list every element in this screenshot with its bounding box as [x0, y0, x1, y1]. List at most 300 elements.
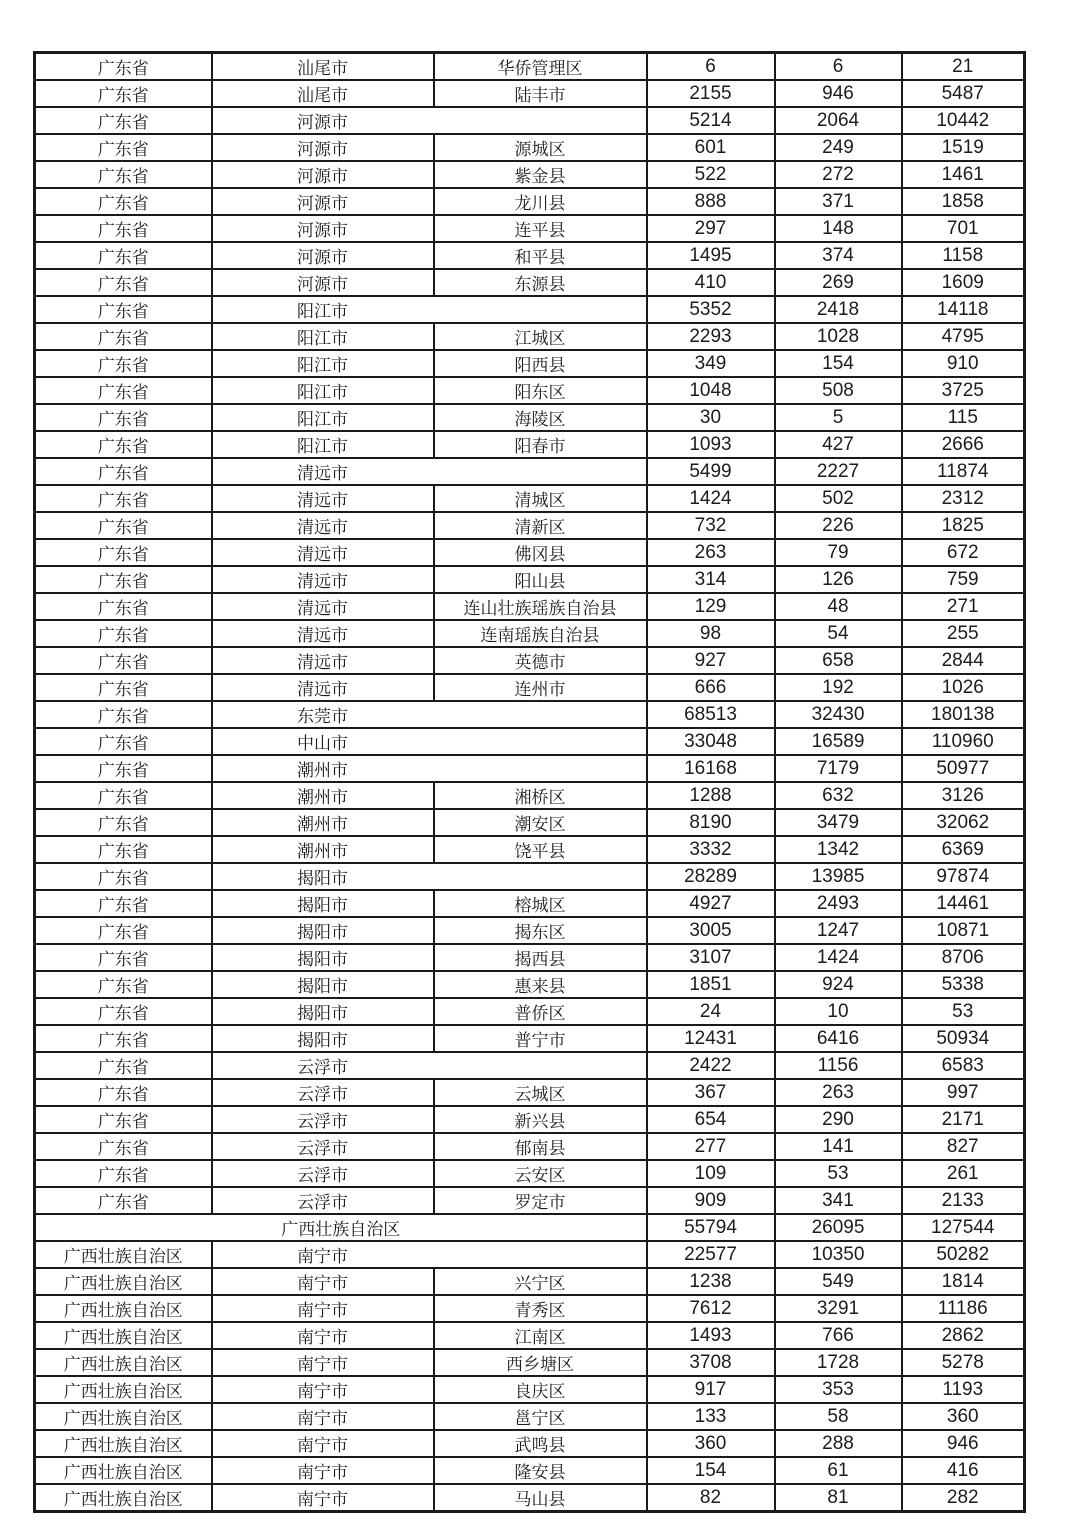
value-cell-1: 263	[647, 539, 775, 566]
value-cell-1: 927	[647, 647, 775, 674]
district-cell: 普侨区	[434, 998, 647, 1025]
province-cell: 广西壮族自治区	[35, 1322, 212, 1349]
district-cell: 海陵区	[434, 404, 647, 431]
table-row	[35, 269, 1025, 296]
value-cell-3: 1193	[902, 1376, 1025, 1403]
city-total-cell: 南宁市	[212, 1241, 647, 1268]
value-cell-1: 82	[647, 1484, 775, 1512]
value-cell-1: 909	[647, 1187, 775, 1214]
province-cell: 广西壮族自治区	[35, 1484, 212, 1512]
value-cell-1: 888	[647, 188, 775, 215]
table-row	[35, 890, 1025, 917]
value-cell-3: 2133	[902, 1187, 1025, 1214]
province-cell: 广东省	[35, 269, 212, 296]
district-cell: 连山壮族瑶族自治县	[434, 593, 647, 620]
table-row	[35, 134, 1025, 161]
value-cell-1: 1493	[647, 1322, 775, 1349]
district-cell: 兴宁区	[434, 1268, 647, 1295]
value-cell-3: 416	[902, 1457, 1025, 1484]
value-cell-2: 288	[775, 1430, 902, 1457]
city-cell: 清远市	[212, 674, 434, 701]
table-row	[35, 1457, 1025, 1484]
value-cell-3: 910	[902, 350, 1025, 377]
province-cell: 广东省	[35, 161, 212, 188]
value-cell-2: 16589	[775, 728, 902, 755]
province-cell: 广东省	[35, 647, 212, 674]
value-cell-2: 10350	[775, 1241, 902, 1268]
district-cell: 武鸣县	[434, 1430, 647, 1457]
table-row	[35, 1133, 1025, 1160]
value-cell-2: 54	[775, 620, 902, 647]
value-cell-3: 1461	[902, 161, 1025, 188]
city-cell: 揭阳市	[212, 998, 434, 1025]
value-cell-1: 3332	[647, 836, 775, 863]
value-cell-3: 1519	[902, 134, 1025, 161]
table-row	[35, 863, 1025, 890]
district-cell: 湘桥区	[434, 782, 647, 809]
value-cell-3: 1825	[902, 512, 1025, 539]
city-cell: 南宁市	[212, 1268, 434, 1295]
table-row	[35, 944, 1025, 971]
district-cell: 英德市	[434, 647, 647, 674]
city-cell: 汕尾市	[212, 80, 434, 107]
city-cell: 清远市	[212, 647, 434, 674]
value-cell-3: 255	[902, 620, 1025, 647]
value-cell-3: 1026	[902, 674, 1025, 701]
value-cell-3: 2312	[902, 485, 1025, 512]
province-cell: 广东省	[35, 890, 212, 917]
value-cell-3: 261	[902, 1160, 1025, 1187]
value-cell-3: 14461	[902, 890, 1025, 917]
value-cell-2: 502	[775, 485, 902, 512]
city-cell: 汕尾市	[212, 53, 434, 81]
province-cell: 广东省	[35, 809, 212, 836]
value-cell-3: 282	[902, 1484, 1025, 1512]
province-cell: 广东省	[35, 566, 212, 593]
district-cell: 东源县	[434, 269, 647, 296]
value-cell-1: 4927	[647, 890, 775, 917]
value-cell-1: 133	[647, 1403, 775, 1430]
table-row	[35, 323, 1025, 350]
table-body	[35, 53, 1025, 1512]
value-cell-1: 1238	[647, 1268, 775, 1295]
city-cell: 云浮市	[212, 1187, 434, 1214]
province-cell: 广东省	[35, 1160, 212, 1187]
value-cell-1: 1093	[647, 431, 775, 458]
value-cell-2: 1247	[775, 917, 902, 944]
table-row	[35, 674, 1025, 701]
value-cell-1: 1048	[647, 377, 775, 404]
district-cell: 阳春市	[434, 431, 647, 458]
city-cell: 云浮市	[212, 1160, 434, 1187]
city-cell: 云浮市	[212, 1079, 434, 1106]
city-total-cell: 河源市	[212, 107, 647, 134]
province-cell: 广东省	[35, 215, 212, 242]
province-cell: 广东省	[35, 917, 212, 944]
table-row	[35, 1322, 1025, 1349]
city-cell: 河源市	[212, 269, 434, 296]
value-cell-2: 6	[775, 53, 902, 81]
district-cell: 云安区	[434, 1160, 647, 1187]
value-cell-2: 2493	[775, 890, 902, 917]
city-total-cell: 清远市	[212, 458, 647, 485]
value-cell-3: 97874	[902, 863, 1025, 890]
value-cell-2: 766	[775, 1322, 902, 1349]
value-cell-3: 6369	[902, 836, 1025, 863]
table-row	[35, 215, 1025, 242]
province-cell: 广东省	[35, 134, 212, 161]
table-row	[35, 188, 1025, 215]
city-total-cell: 东莞市	[212, 701, 647, 728]
province-cell: 广东省	[35, 971, 212, 998]
table-row	[35, 377, 1025, 404]
province-cell: 广东省	[35, 1052, 212, 1079]
table-row	[35, 1241, 1025, 1268]
value-cell-2: 1728	[775, 1349, 902, 1376]
value-cell-1: 732	[647, 512, 775, 539]
city-cell: 揭阳市	[212, 971, 434, 998]
value-cell-3: 1858	[902, 188, 1025, 215]
value-cell-3: 32062	[902, 809, 1025, 836]
city-cell: 清远市	[212, 620, 434, 647]
value-cell-2: 48	[775, 593, 902, 620]
table-row	[35, 566, 1025, 593]
value-cell-2: 58	[775, 1403, 902, 1430]
province-cell: 广东省	[35, 323, 212, 350]
province-cell: 广东省	[35, 836, 212, 863]
table-row	[35, 1430, 1025, 1457]
district-cell: 罗定市	[434, 1187, 647, 1214]
district-cell: 青秀区	[434, 1295, 647, 1322]
province-cell: 广西壮族自治区	[35, 1403, 212, 1430]
value-cell-1: 654	[647, 1106, 775, 1133]
value-cell-2: 269	[775, 269, 902, 296]
value-cell-2: 61	[775, 1457, 902, 1484]
value-cell-1: 360	[647, 1430, 775, 1457]
district-cell: 普宁市	[434, 1025, 647, 1052]
province-cell: 广东省	[35, 701, 212, 728]
province-cell: 广东省	[35, 728, 212, 755]
value-cell-1: 349	[647, 350, 775, 377]
city-cell: 阳江市	[212, 350, 434, 377]
value-cell-2: 226	[775, 512, 902, 539]
city-cell: 南宁市	[212, 1457, 434, 1484]
district-cell: 新兴县	[434, 1106, 647, 1133]
value-cell-3: 2171	[902, 1106, 1025, 1133]
province-cell: 广东省	[35, 404, 212, 431]
value-cell-2: 1424	[775, 944, 902, 971]
value-cell-3: 10871	[902, 917, 1025, 944]
value-cell-1: 410	[647, 269, 775, 296]
value-cell-2: 374	[775, 242, 902, 269]
table-row	[35, 647, 1025, 674]
province-cell: 广西壮族自治区	[35, 1295, 212, 1322]
province-cell: 广东省	[35, 485, 212, 512]
value-cell-2: 2227	[775, 458, 902, 485]
province-cell: 广西壮族自治区	[35, 1457, 212, 1484]
province-cell: 广东省	[35, 296, 212, 323]
value-cell-3: 21	[902, 53, 1025, 81]
city-cell: 河源市	[212, 134, 434, 161]
table-row	[35, 539, 1025, 566]
value-cell-3: 759	[902, 566, 1025, 593]
province-cell: 广东省	[35, 53, 212, 81]
value-cell-2: 5	[775, 404, 902, 431]
value-cell-3: 1609	[902, 269, 1025, 296]
province-cell: 广东省	[35, 242, 212, 269]
value-cell-2: 658	[775, 647, 902, 674]
value-cell-1: 6	[647, 53, 775, 81]
value-cell-3: 827	[902, 1133, 1025, 1160]
district-cell: 阳山县	[434, 566, 647, 593]
value-cell-2: 26095	[775, 1214, 902, 1241]
value-cell-3: 10442	[902, 107, 1025, 134]
table-row	[35, 458, 1025, 485]
district-cell: 揭东区	[434, 917, 647, 944]
value-cell-3: 6583	[902, 1052, 1025, 1079]
value-cell-3: 127544	[902, 1214, 1025, 1241]
province-cell: 广东省	[35, 458, 212, 485]
table-row	[35, 917, 1025, 944]
city-cell: 清远市	[212, 539, 434, 566]
city-cell: 南宁市	[212, 1295, 434, 1322]
value-cell-1: 154	[647, 1457, 775, 1484]
city-cell: 河源市	[212, 188, 434, 215]
city-cell: 阳江市	[212, 323, 434, 350]
value-cell-3: 3126	[902, 782, 1025, 809]
value-cell-2: 3291	[775, 1295, 902, 1322]
value-cell-1: 1495	[647, 242, 775, 269]
value-cell-3: 2862	[902, 1322, 1025, 1349]
table-row	[35, 701, 1025, 728]
city-cell: 揭阳市	[212, 1025, 434, 1052]
value-cell-1: 297	[647, 215, 775, 242]
value-cell-3: 115	[902, 404, 1025, 431]
value-cell-3: 11186	[902, 1295, 1025, 1322]
province-cell: 广东省	[35, 782, 212, 809]
district-cell: 龙川县	[434, 188, 647, 215]
value-cell-1: 1851	[647, 971, 775, 998]
province-cell: 广东省	[35, 755, 212, 782]
district-cell: 佛冈县	[434, 539, 647, 566]
province-cell: 广东省	[35, 539, 212, 566]
province-cell: 广东省	[35, 1106, 212, 1133]
value-cell-1: 3005	[647, 917, 775, 944]
table-row	[35, 1403, 1025, 1430]
province-cell: 广东省	[35, 674, 212, 701]
district-cell: 源城区	[434, 134, 647, 161]
district-cell: 阳东区	[434, 377, 647, 404]
value-cell-1: 16168	[647, 755, 775, 782]
district-cell: 华侨管理区	[434, 53, 647, 81]
district-cell: 隆安县	[434, 1457, 647, 1484]
city-cell: 南宁市	[212, 1403, 434, 1430]
value-cell-2: 2064	[775, 107, 902, 134]
value-cell-2: 263	[775, 1079, 902, 1106]
city-cell: 南宁市	[212, 1349, 434, 1376]
city-cell: 潮州市	[212, 809, 434, 836]
district-cell: 江城区	[434, 323, 647, 350]
value-cell-3: 4795	[902, 323, 1025, 350]
table-row	[35, 485, 1025, 512]
value-cell-2: 154	[775, 350, 902, 377]
value-cell-3: 3725	[902, 377, 1025, 404]
table-row	[35, 107, 1025, 134]
province-total-cell: 广西壮族自治区	[35, 1214, 647, 1241]
value-cell-1: 1424	[647, 485, 775, 512]
province-cell: 广东省	[35, 107, 212, 134]
city-cell: 阳江市	[212, 377, 434, 404]
city-cell: 云浮市	[212, 1133, 434, 1160]
value-cell-2: 353	[775, 1376, 902, 1403]
province-cell: 广东省	[35, 512, 212, 539]
province-cell: 广东省	[35, 1025, 212, 1052]
value-cell-3: 672	[902, 539, 1025, 566]
value-cell-2: 1028	[775, 323, 902, 350]
value-cell-2: 81	[775, 1484, 902, 1512]
district-cell: 江南区	[434, 1322, 647, 1349]
value-cell-2: 2418	[775, 296, 902, 323]
value-cell-3: 110960	[902, 728, 1025, 755]
province-cell: 广东省	[35, 998, 212, 1025]
value-cell-1: 1288	[647, 782, 775, 809]
city-cell: 河源市	[212, 161, 434, 188]
value-cell-2: 924	[775, 971, 902, 998]
value-cell-1: 5499	[647, 458, 775, 485]
value-cell-3: 946	[902, 1430, 1025, 1457]
value-cell-2: 7179	[775, 755, 902, 782]
value-cell-1: 666	[647, 674, 775, 701]
value-cell-2: 13985	[775, 863, 902, 890]
district-cell: 马山县	[434, 1484, 647, 1512]
value-cell-1: 5352	[647, 296, 775, 323]
value-cell-2: 148	[775, 215, 902, 242]
city-cell: 揭阳市	[212, 944, 434, 971]
table-row	[35, 296, 1025, 323]
value-cell-3: 50977	[902, 755, 1025, 782]
value-cell-1: 33048	[647, 728, 775, 755]
province-cell: 广西壮族自治区	[35, 1430, 212, 1457]
city-total-cell: 云浮市	[212, 1052, 647, 1079]
value-cell-2: 249	[775, 134, 902, 161]
table-row	[35, 1025, 1025, 1052]
value-cell-2: 341	[775, 1187, 902, 1214]
value-cell-1: 30	[647, 404, 775, 431]
value-cell-2: 549	[775, 1268, 902, 1295]
table-row	[35, 782, 1025, 809]
table-row	[35, 755, 1025, 782]
province-cell: 广东省	[35, 350, 212, 377]
value-cell-1: 28289	[647, 863, 775, 890]
district-cell: 邕宁区	[434, 1403, 647, 1430]
value-cell-1: 68513	[647, 701, 775, 728]
city-cell: 南宁市	[212, 1484, 434, 1512]
value-cell-2: 10	[775, 998, 902, 1025]
value-cell-1: 12431	[647, 1025, 775, 1052]
value-cell-1: 109	[647, 1160, 775, 1187]
table-row	[35, 1052, 1025, 1079]
value-cell-3: 1814	[902, 1268, 1025, 1295]
value-cell-3: 53	[902, 998, 1025, 1025]
value-cell-1: 917	[647, 1376, 775, 1403]
district-cell: 饶平县	[434, 836, 647, 863]
value-cell-3: 701	[902, 215, 1025, 242]
table-row	[35, 1079, 1025, 1106]
value-cell-3: 50282	[902, 1241, 1025, 1268]
province-cell: 广西壮族自治区	[35, 1268, 212, 1295]
table-row	[35, 809, 1025, 836]
city-cell: 阳江市	[212, 431, 434, 458]
value-cell-3: 360	[902, 1403, 1025, 1430]
value-cell-2: 1156	[775, 1052, 902, 1079]
value-cell-2: 126	[775, 566, 902, 593]
city-total-cell: 中山市	[212, 728, 647, 755]
region-statistics-table	[33, 51, 1026, 1513]
value-cell-3: 5278	[902, 1349, 1025, 1376]
province-cell: 广东省	[35, 593, 212, 620]
table-row	[35, 971, 1025, 998]
table-row	[35, 1295, 1025, 1322]
district-cell: 潮安区	[434, 809, 647, 836]
table-row	[35, 728, 1025, 755]
value-cell-2: 1342	[775, 836, 902, 863]
table-row	[35, 350, 1025, 377]
table-row	[35, 1268, 1025, 1295]
value-cell-2: 508	[775, 377, 902, 404]
value-cell-1: 522	[647, 161, 775, 188]
city-cell: 河源市	[212, 215, 434, 242]
value-cell-3: 1158	[902, 242, 1025, 269]
table-row	[35, 620, 1025, 647]
value-cell-1: 7612	[647, 1295, 775, 1322]
table-row	[35, 593, 1025, 620]
value-cell-1: 277	[647, 1133, 775, 1160]
province-cell: 广东省	[35, 80, 212, 107]
table-row	[35, 1376, 1025, 1403]
province-cell: 广东省	[35, 1133, 212, 1160]
value-cell-1: 129	[647, 593, 775, 620]
table-row	[35, 1106, 1025, 1133]
district-cell: 紫金县	[434, 161, 647, 188]
value-cell-2: 6416	[775, 1025, 902, 1052]
city-cell: 潮州市	[212, 782, 434, 809]
city-cell: 南宁市	[212, 1430, 434, 1457]
value-cell-3: 271	[902, 593, 1025, 620]
district-cell: 云城区	[434, 1079, 647, 1106]
value-cell-2: 192	[775, 674, 902, 701]
district-cell: 西乡塘区	[434, 1349, 647, 1376]
value-cell-1: 367	[647, 1079, 775, 1106]
value-cell-2: 32430	[775, 701, 902, 728]
province-cell: 广西壮族自治区	[35, 1376, 212, 1403]
value-cell-2: 371	[775, 188, 902, 215]
table-row	[35, 80, 1025, 107]
table-row	[35, 431, 1025, 458]
value-cell-2: 427	[775, 431, 902, 458]
province-cell: 广西壮族自治区	[35, 1241, 212, 1268]
value-cell-3: 997	[902, 1079, 1025, 1106]
table-row	[35, 1187, 1025, 1214]
value-cell-2: 272	[775, 161, 902, 188]
district-cell: 连南瑶族自治县	[434, 620, 647, 647]
table-row	[35, 998, 1025, 1025]
value-cell-2: 290	[775, 1106, 902, 1133]
value-cell-3: 11874	[902, 458, 1025, 485]
city-cell: 南宁市	[212, 1376, 434, 1403]
table-row	[35, 1160, 1025, 1187]
city-total-cell: 揭阳市	[212, 863, 647, 890]
value-cell-1: 601	[647, 134, 775, 161]
